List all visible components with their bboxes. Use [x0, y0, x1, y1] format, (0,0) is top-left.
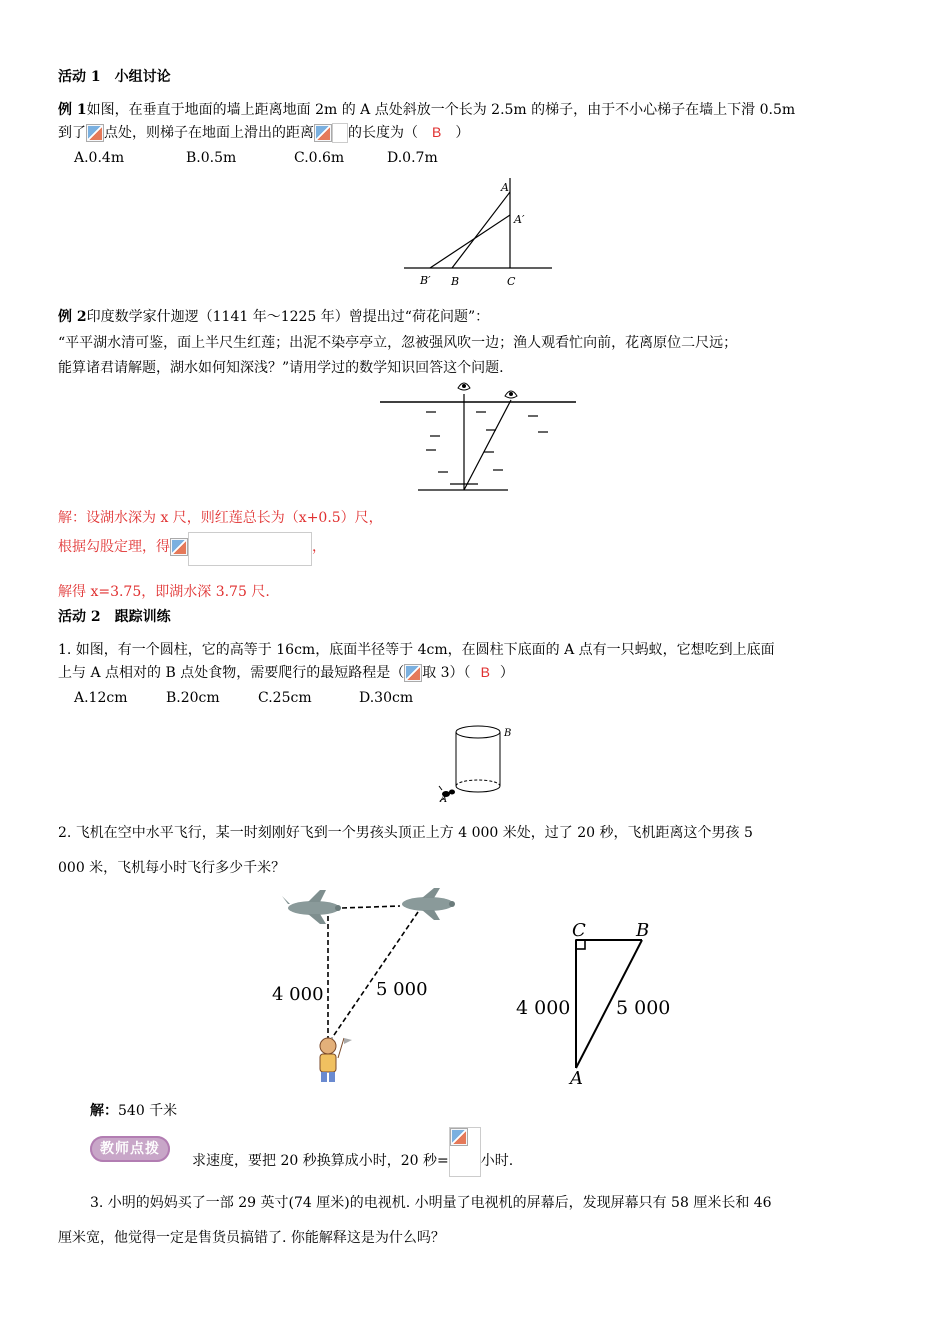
example2-solution3: 解得 x=3.75，即湖水深 3.75 尺.	[58, 584, 270, 600]
example1-text2d: ）	[455, 125, 470, 141]
formula-box	[332, 123, 348, 143]
example2-solution2a: 根据勾股定理，得	[58, 539, 170, 555]
broken-image-icon	[170, 538, 188, 556]
example1-option-d: D.0.7m	[387, 150, 438, 166]
example1-text2a: 到了	[58, 125, 86, 141]
q2-solution-text: 540 千米	[118, 1103, 178, 1119]
cylinder-figure	[430, 722, 520, 808]
airplane-icon	[402, 888, 455, 920]
example2-line2: “平平湖水清可鉴，面上半尺生红莲；出泥不染亭亭立，忽被强风吹一边；渔人观看忙向前，花离原位二尺远；	[58, 335, 738, 351]
triangle-figure	[512, 918, 682, 1088]
airplane-icon	[282, 890, 341, 924]
q1-option-a: A.12cm	[74, 690, 128, 706]
q2-solution-label: 解：	[90, 1103, 118, 1119]
q2-line1: 2. 飞机在空中水平飞行，某一时刻刚好飞到一个男孩头顶正上方 4 000 米处，过了 20 秒，飞机距离这个男孩 5	[58, 825, 753, 841]
example1-label: 例 1	[58, 102, 87, 118]
example2-label: 例 2	[58, 309, 87, 325]
label-A-prime: A′	[514, 213, 525, 226]
example1-option-a: A.0.4m	[74, 150, 125, 166]
example2-text1: 印度数学家什迦逻（1141 年～1225 年）曾提出过“荷花问题”：	[86, 309, 490, 325]
activity2-heading: 活动 2 跟踪训练	[58, 609, 171, 625]
teacher-tip-badge: 教师点拨	[90, 1136, 170, 1162]
label-A: A	[501, 181, 509, 194]
example1-text2c: 的长度为（	[348, 125, 418, 141]
label-4000: 4 000	[516, 997, 571, 1019]
example2-solution2b: ，	[312, 539, 326, 555]
example2-solution2	[58, 536, 326, 566]
example2-solution1: 解：设湖水深为 x 尺，则红莲总长为（x+0.5）尺，	[58, 510, 383, 526]
example1-answer: B	[432, 124, 442, 140]
q1-text2a: 上与 A 点相对的 B 点处食物，需要爬行的最短路程是（	[58, 665, 405, 681]
lotus-flower-icon	[458, 383, 470, 390]
broken-image-icon	[404, 664, 422, 682]
label-5000: 5 000	[376, 979, 428, 1000]
example1-line1	[58, 99, 795, 119]
lotus-flower-icon	[505, 391, 517, 398]
label-4000: 4 000	[272, 984, 324, 1005]
q1-option-b: B.20cm	[166, 690, 220, 706]
q1-option-c: C.25cm	[258, 690, 312, 706]
formula-box	[449, 1127, 481, 1177]
example2-line3: 能算诸君请解题，湖水如何知深浅？”请用学过的数学知识回答这个问题.	[58, 360, 504, 376]
label-5000: 5 000	[616, 997, 671, 1019]
q1-text2c: ）	[499, 665, 514, 681]
example1-option-c: C.0.6m	[294, 150, 345, 166]
activity1-heading: 活动 1 小组讨论	[58, 69, 171, 85]
q3-line2: 厘米宽，他觉得一定是售货员搞错了. 你能解释这是为什么吗？	[58, 1230, 445, 1246]
label-B: B	[451, 275, 460, 288]
label-C: C	[572, 920, 586, 941]
q3-line1: 3. 小明的妈妈买了一部 29 英寸(74 厘米)的电视机. 小明量了电视机的屏幕后，发现屏幕只有 58 厘米长和 46	[90, 1195, 772, 1211]
q2-solution	[90, 1100, 177, 1120]
example1-option-b: B.0.5m	[186, 150, 237, 166]
label-B: B	[636, 920, 650, 941]
example1-text2b: 点处，则梯子在地面上滑出的距离	[104, 125, 314, 141]
ladder-figure	[400, 170, 560, 295]
q2-tip-text-b: 小时.	[480, 1153, 514, 1169]
formula-box	[188, 532, 312, 566]
label-B-prime: B′	[420, 274, 431, 287]
q2-tip	[192, 1145, 513, 1177]
lotus-figure	[378, 378, 578, 496]
label-B: B	[504, 728, 512, 739]
q1-text2b: 取 3）（	[422, 665, 471, 681]
example2-line1	[58, 306, 489, 326]
plane-figure	[268, 888, 468, 1086]
label-A: A	[440, 794, 448, 805]
q1-option-d: D.30cm	[359, 690, 414, 706]
example1-line2	[58, 122, 469, 143]
broken-image-icon	[314, 124, 332, 142]
broken-image-icon	[86, 124, 104, 142]
q2-tip-text-a: 求速度，要把 20 秒换算成小时，20 秒=	[192, 1153, 449, 1169]
q1-line2	[58, 662, 514, 682]
example1-text1: 如图，在垂直于地面的墙上距离地面 2m 的 A 点处斜放一个长为 2.5m 的梯子，由于不小心梯子在墙上下滑 0.5m	[86, 102, 796, 118]
q1-line1: 1. 如图，有一个圆柱，它的高等于 16cm，底面半径等于 4cm，在圆柱下底面的 A 点有一只蚂蚁，它想吃到上底面	[58, 642, 775, 658]
q2-line2: 000 米，飞机每小时飞行多少千米？	[58, 860, 286, 876]
label-C: C	[507, 275, 516, 288]
q1-answer: B	[480, 664, 490, 680]
broken-image-icon	[450, 1128, 468, 1146]
label-A: A	[570, 1068, 583, 1088]
boy-icon	[320, 1038, 352, 1082]
